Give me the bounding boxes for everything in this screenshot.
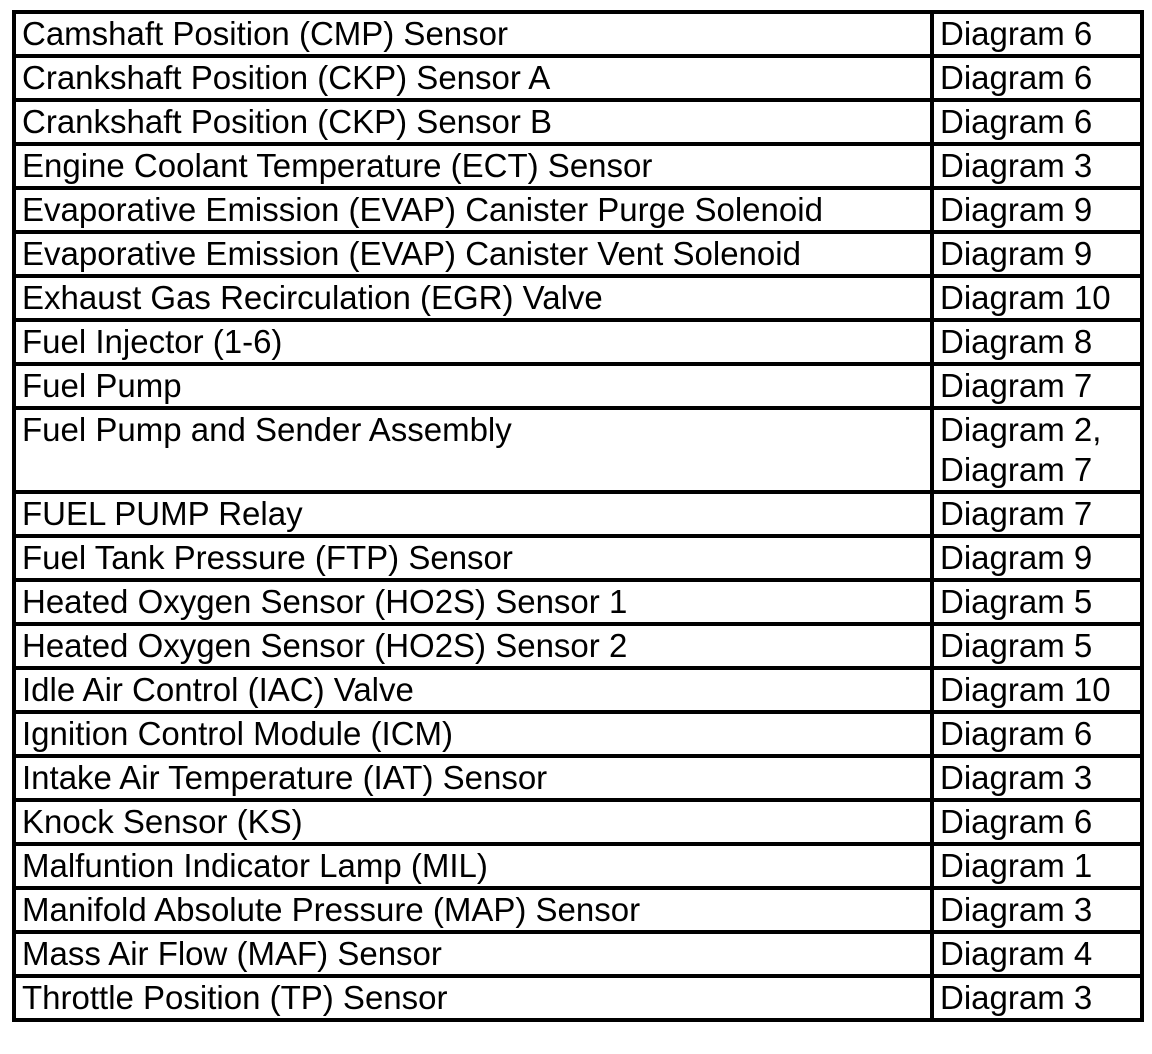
diagram-ref: Diagram 6 (940, 103, 1093, 140)
table-row (14, 976, 1142, 1020)
table-row (14, 276, 1142, 320)
component-name-cell: Crankshaft Position (CKP) Sensor A (14, 56, 932, 100)
diagram-ref: Diagram 2, (940, 411, 1102, 448)
diagram-ref-cell (932, 800, 1142, 844)
diagram-ref-cell (932, 320, 1142, 364)
table-row (14, 932, 1142, 976)
table-row (14, 668, 1142, 712)
diagram-ref-cell (932, 844, 1142, 888)
diagram-ref: Diagram 7 (940, 367, 1093, 404)
diagram-ref-cell (932, 232, 1142, 276)
component-name-cell: Fuel Injector (1-6) (14, 320, 932, 364)
table-row (14, 56, 1142, 100)
diagram-ref-cell (932, 668, 1142, 712)
component-name-cell: Idle Air Control (IAC) Valve (14, 668, 932, 712)
diagram-ref: Diagram 6 (940, 803, 1093, 840)
diagram-ref: Diagram 3 (940, 891, 1093, 928)
table-row (14, 888, 1142, 932)
diagram-ref: Diagram 3 (940, 979, 1093, 1016)
component-name-cell: Fuel Pump and Sender Assembly (14, 408, 932, 492)
component-name-cell: Heated Oxygen Sensor (HO2S) Sensor 2 (14, 624, 932, 668)
table-row (14, 756, 1142, 800)
table-row (14, 408, 1142, 492)
diagram-ref-cell (932, 408, 1142, 492)
diagram-ref-cell (932, 976, 1142, 1020)
component-name-cell: Fuel Tank Pressure (FTP) Sensor (14, 536, 932, 580)
table-row (14, 492, 1142, 536)
component-name-cell: FUEL PUMP Relay (14, 492, 932, 536)
component-name-cell: Fuel Pump (14, 364, 932, 408)
diagram-ref: Diagram 1 (940, 847, 1093, 884)
table-row (14, 188, 1142, 232)
component-name-cell: Mass Air Flow (MAF) Sensor (14, 932, 932, 976)
diagram-ref: Diagram 5 (940, 583, 1093, 620)
table-row (14, 536, 1142, 580)
component-name-cell: Intake Air Temperature (IAT) Sensor (14, 756, 932, 800)
diagram-ref: Diagram 3 (940, 147, 1093, 184)
component-name-cell: Ignition Control Module (ICM) (14, 712, 932, 756)
component-name-cell: Crankshaft Position (CKP) Sensor B (14, 100, 932, 144)
diagram-ref-cell (932, 580, 1142, 624)
table-row (14, 844, 1142, 888)
diagram-ref: Diagram 9 (940, 235, 1093, 272)
component-name-cell: Evaporative Emission (EVAP) Canister Purge Solenoid (14, 188, 932, 232)
diagram-ref-cell (932, 100, 1142, 144)
diagram-ref-cell (932, 492, 1142, 536)
diagram-ref-cell (932, 932, 1142, 976)
component-diagram-table (12, 10, 1144, 1022)
table-row (14, 364, 1142, 408)
table-row (14, 12, 1142, 56)
diagram-ref: Diagram 6 (940, 715, 1093, 752)
component-name-cell: Malfuntion Indicator Lamp (MIL) (14, 844, 932, 888)
table-row (14, 800, 1142, 844)
diagram-ref: Diagram 4 (940, 935, 1093, 972)
diagram-ref: Diagram 7 (940, 495, 1093, 532)
table-row (14, 232, 1142, 276)
diagram-ref-cell (932, 12, 1142, 56)
diagram-ref-cell (932, 276, 1142, 320)
component-name-cell: Engine Coolant Temperature (ECT) Sensor (14, 144, 932, 188)
table-body (14, 12, 1142, 1020)
diagram-ref: Diagram 8 (940, 323, 1093, 360)
component-name-cell: Throttle Position (TP) Sensor (14, 976, 932, 1020)
diagram-ref: Diagram 3 (940, 759, 1093, 796)
table-row (14, 580, 1142, 624)
diagram-ref-cell (932, 888, 1142, 932)
diagram-ref: Diagram 9 (940, 191, 1093, 228)
table-row (14, 144, 1142, 188)
diagram-ref: Diagram 10 (940, 279, 1111, 316)
diagram-ref-cell (932, 144, 1142, 188)
diagram-ref-cell (932, 188, 1142, 232)
diagram-ref-cell (932, 536, 1142, 580)
diagram-ref-cell (932, 364, 1142, 408)
diagram-ref: Diagram 7 (940, 451, 1093, 488)
component-name-cell: Exhaust Gas Recirculation (EGR) Valve (14, 276, 932, 320)
diagram-ref: Diagram 5 (940, 627, 1093, 664)
diagram-ref: Diagram 10 (940, 671, 1111, 708)
component-name-cell: Knock Sensor (KS) (14, 800, 932, 844)
diagram-ref-cell (932, 712, 1142, 756)
diagram-ref: Diagram 9 (940, 539, 1093, 576)
table-row (14, 320, 1142, 364)
component-name-cell: Evaporative Emission (EVAP) Canister Vent Solenoid (14, 232, 932, 276)
component-name-cell: Heated Oxygen Sensor (HO2S) Sensor 1 (14, 580, 932, 624)
table-row (14, 624, 1142, 668)
diagram-ref-cell (932, 56, 1142, 100)
component-name-cell: Camshaft Position (CMP) Sensor (14, 12, 932, 56)
diagram-ref-cell (932, 624, 1142, 668)
table-row (14, 100, 1142, 144)
diagram-ref: Diagram 6 (940, 15, 1093, 52)
component-name-cell: Manifold Absolute Pressure (MAP) Sensor (14, 888, 932, 932)
diagram-ref-cell (932, 756, 1142, 800)
diagram-ref: Diagram 6 (940, 59, 1093, 96)
table-row (14, 712, 1142, 756)
